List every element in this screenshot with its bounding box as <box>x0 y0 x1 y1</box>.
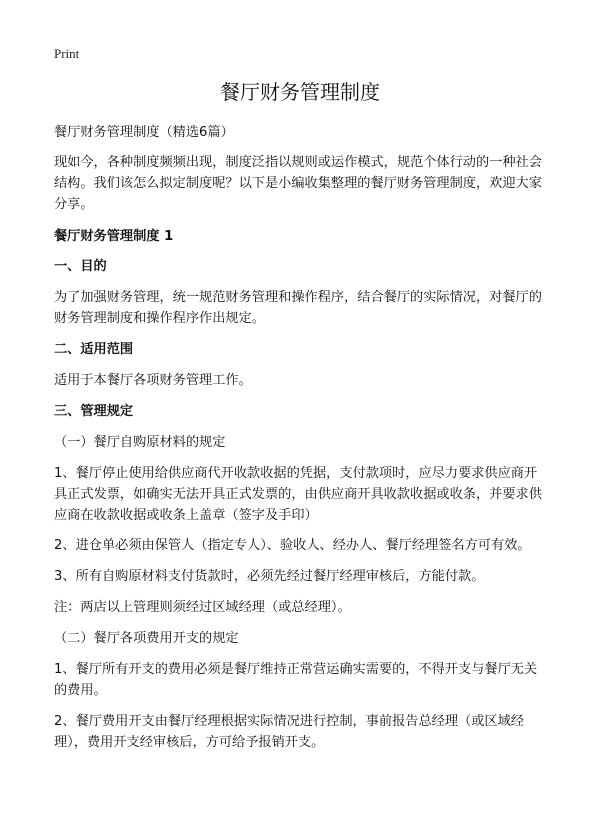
rule-item-3: 3、所有自购原材料支付货款时，必须先经过餐厅经理审核后，方能付款。 <box>54 569 485 584</box>
rule-item-1: 1、餐厅停止使用给供应商代开收款收据的凭据，支付款项时，应尽力要求供应商开具正式发票，如确实无法开具正式发票的，由供应商开具收款收据或收条，并要求供应商在收款收据或收条上盖章（签字及手印） <box>54 466 542 523</box>
subtitle: 餐厅财务管理制度（精选6篇） <box>54 125 234 140</box>
intro-paragraph: 现如今，各种制度频频出现，制度泛指以规则或运作模式，规范个体行动的一种社会结构。我们该怎么拟定制度呢？以下是小编收集整理的餐厅财务管理制度，欢迎大家分享。 <box>54 155 542 212</box>
expense-item-2: 2、餐厅费用开支由餐厅经理根据实际情况进行控制，事前报告总经理（或区域经理），费用开支经审核后，方可给予报销开支。 <box>54 714 524 750</box>
heading-purpose: 一、目的 <box>54 259 107 274</box>
subheading-expenses: （二）餐厅各项费用开支的规定 <box>54 631 239 646</box>
print-label: Print <box>54 46 80 61</box>
page-title: 餐厅财务管理制度 <box>220 80 380 104</box>
document-body <box>54 122 550 753</box>
subheading-ingredients: （一）餐厅自购原材料的规定 <box>54 435 226 450</box>
rule-item-2: 2、进仓单必须由保管人（指定专人）、验收人、经办人、餐厅经理签名方可有效。 <box>54 538 531 553</box>
purpose-paragraph: 为了加强财务管理，统一规范财务管理和操作程序，结合餐厅的实际情况，对餐厅的财务管理制度和操作程序作出规定。 <box>54 290 542 326</box>
section-title: 餐厅财务管理制度 1 <box>54 229 174 244</box>
heading-rules: 三、管理规定 <box>54 404 134 419</box>
heading-scope: 二、适用范围 <box>54 342 134 357</box>
scope-paragraph: 适用于本餐厅各项财务管理工作。 <box>54 373 252 388</box>
expense-item-1: 1、餐厅所有开支的费用必须是餐厅维持正常营运确实需要的，不得开支与餐厅无关的费用。 <box>54 662 538 698</box>
note-paragraph: 注：两店以上管理则须经过区域经理（或总经理）。 <box>54 600 351 615</box>
